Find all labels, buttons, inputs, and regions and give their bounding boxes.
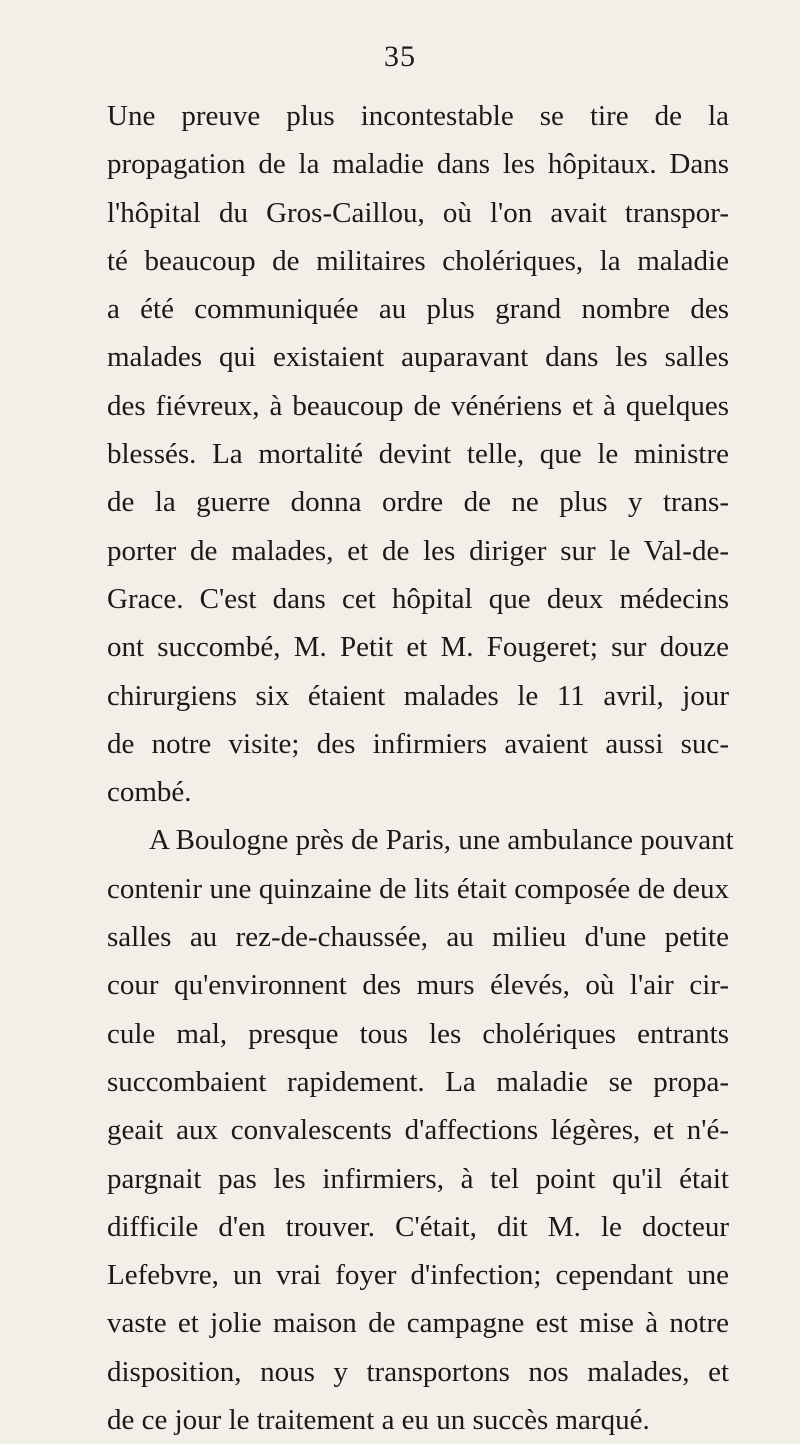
- text-line: cour qu'environnent des murs élevés, où l'air cir-: [107, 969, 729, 1002]
- text-line: té beaucoup de militaires cholériques, la maladie: [107, 244, 729, 277]
- page-number: 35: [384, 40, 416, 73]
- text-line: a été communiquée au plus grand nombre des: [107, 293, 729, 326]
- text-line: de notre visite; des infirmiers avaient aussi suc-: [107, 727, 729, 760]
- text-line: Grace. C'est dans cet hôpital que deux médecins: [107, 582, 729, 615]
- text-line: A Boulogne près de Paris, une ambulance pouvant: [149, 824, 734, 857]
- text-line: de ce jour le traitement a eu un succès marqué.: [107, 1404, 650, 1437]
- text-line: contenir une quinzaine de lits était composée de deux: [107, 872, 729, 905]
- text-line: propagation de la maladie dans les hôpitaux. Dans: [107, 148, 729, 181]
- text-line: pargnait pas les infirmiers, à tel point qu'il était: [107, 1162, 729, 1195]
- text-line: cule mal, presque tous les cholériques entrants: [107, 1017, 729, 1050]
- text-line: malades qui existaient auparavant dans les salles: [107, 341, 729, 374]
- text-line: blessés. La mortalité devint telle, que le ministre: [107, 438, 729, 471]
- text-line: Lefebvre, un vrai foyer d'infection; cependant une: [107, 1259, 729, 1292]
- paragraph-1: [107, 92, 729, 816]
- text-line: des fiévreux, à beaucoup de vénériens et à quelques: [107, 389, 729, 422]
- text-line: vaste et jolie maison de campagne est mise à notre: [107, 1307, 729, 1340]
- text-line: combé.: [107, 776, 192, 809]
- text-line: l'hôpital du Gros-Caillou, où l'on avait transpor-: [107, 196, 729, 229]
- text-line: porter de malades, et de les diriger sur le Val-de-: [107, 534, 729, 567]
- text-line: geait aux convalescents d'affections légères, et n'é-: [107, 1114, 729, 1147]
- text-line: ont succombé, M. Petit et M. Fougeret; sur douze: [107, 631, 729, 664]
- text-line: salles au rez-de-chaussée, au milieu d'une petite: [107, 921, 729, 954]
- text-line: succombaient rapidement. La maladie se propa-: [107, 1065, 729, 1098]
- text-line: chirurgiens six étaient malades le 11 avril, jour: [107, 679, 729, 712]
- text-line: de la guerre donna ordre de ne plus y trans-: [107, 486, 729, 519]
- text-line: Une preuve plus incontestable se tire de la: [107, 100, 729, 132]
- body-text: [107, 92, 734, 1444]
- text-line: difficile d'en trouver. C'était, dit M. le docteur: [107, 1210, 729, 1243]
- text-line: disposition, nous y transportons nos malades, et: [107, 1355, 729, 1388]
- paragraph-2: [107, 816, 734, 1444]
